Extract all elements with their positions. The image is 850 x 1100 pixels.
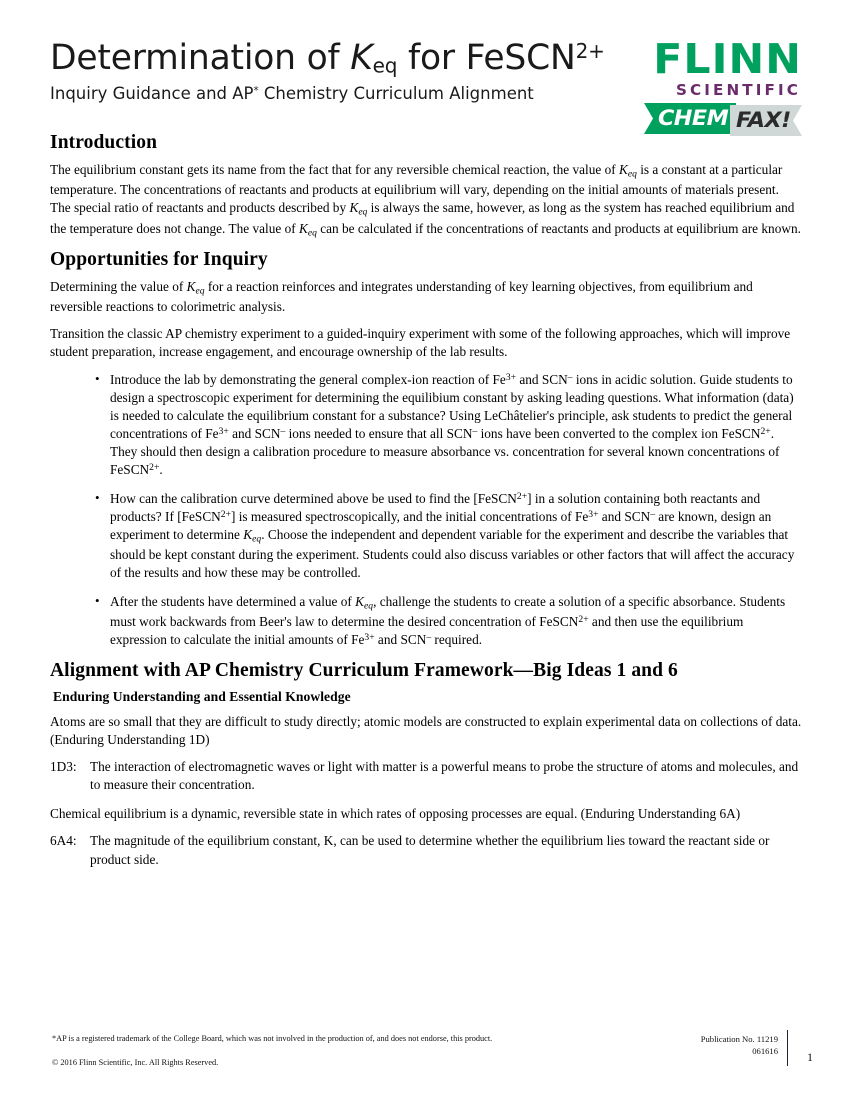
essential-knowledge-1d3 [50,758,802,794]
keq-symbol: $K_{eq}$ [243,526,262,545]
intro-text-3: is always the same, however, as long as the system has reached equilibrium and the temperature does not change. The value of [50,200,795,236]
bullet1-t4: and SCN [228,425,281,441]
copyright-line: © 2016 Flinn Scientific, Inc. All Rights Reserved. [52,1057,219,1067]
bullet2-s1: 2+ [516,490,528,502]
bullet3-t5: required. [431,632,483,648]
bullet1-t7: . They should then design a calibration procedure to measure absorbance vs. concentration for several known concentrations of FeSCN [110,425,780,477]
bullet1-s5: – [472,425,478,437]
page-subtitle [50,84,650,103]
bullet3-s3: – [426,632,432,644]
publication-block [701,1033,778,1058]
bullet2-s3: 3+ [588,508,599,520]
heading-introduction: Introduction [50,132,158,153]
banner-fax-text: FAX! [736,107,791,132]
introduction-paragraph [50,161,802,240]
bullet3-s1: 2+ [578,614,589,626]
heading-opportunities-for-inquiry: Opportunities for Inquiry [50,249,268,271]
intro-text-2: is a constant at a particular temperature. The concentrations of reactants and products at equilibrium will vary, depending on the initial amounts of materials present. The special ratio of reactants and products described by [50,162,783,216]
keq-symbol: $K_{eq}$ [349,200,368,218]
bullet3-t4: and SCN [374,632,427,648]
bullet1-t3: ions in acidic solution. Guide students to design a spectroscopic experiment for determining the equilibium constant by asking leading questions. What information (data) is needed to calculate the equilibrium constant for a substance? Using LeChâtelier's principle, ask students to predict the general concentrations of Fe [110,371,794,441]
bullet3-t1: After the students have determined a value of [110,594,356,610]
bullet2-t1: How can the calibration curve determined above be used to find the [FeSCN [110,490,517,506]
page-footer [0,1020,850,1100]
bullet-icon: • [95,593,100,609]
bullet-icon: • [95,489,100,505]
subtitle-before: Inquiry Guidance and AP [50,83,254,103]
bullet1-t5: ions needed to ensure that all SCN [285,425,473,441]
opp-text-1a: Determining the value of [50,279,187,295]
opportunities-paragraph-1 [50,278,802,316]
title-keq-subscript: eq [372,53,398,78]
bullet1-t8: . [159,461,163,477]
inquiry-bullet-list [86,371,798,650]
page-number: 1 [807,1050,813,1064]
publication-date: 061616 [752,1046,778,1057]
essential-knowledge-6a4 [50,832,802,868]
ek-tag-6a4: 6A4: [50,833,77,849]
bullet2-t5: are known, design an experiment to determine [110,508,772,542]
list-item [86,593,798,649]
enduring-understanding-1: Atoms are so small that they are difficult to study directly; atomic models are constructed to explain experimental data on collections of data. (Enduring Understanding 1D) [50,714,802,748]
document-body [50,132,802,880]
bullet1-s1: 3+ [505,371,517,383]
opp-text-1b: for a reaction reinforces and integrates understanding of key learning objectives, from equilibrium and reversible reactions to colorimetric analysis. [50,279,753,315]
bullet2-t3: ] is measured spectroscopically, and the initial concentrations of Fe [230,508,589,524]
bullet1-s6: 2+ [760,425,771,437]
chemfax-banner [644,103,802,134]
bullet3-t3: and then use the equilibrium expression to calculate the initial amounts of Fe [110,614,744,648]
footer-left-block [52,1034,492,1068]
bullet1-s7: 2+ [149,461,160,473]
title-middle: for FeSCN [397,38,576,78]
bullet2-t6: . Choose the independent and dependent variable for the experiment and describe the variables that should be kept constant during the experiment. Students could also discuss variables or other factors that will affect the accuracy of the results and how these may be controlled. [110,526,795,580]
ek-tag-1d3: 1D3: [50,759,77,775]
title-prefix: Determination of [50,38,351,78]
bullet2-s2: 2+ [220,508,231,520]
title-block [50,40,650,103]
bullet3-s2: 3+ [364,632,375,644]
heading-alignment: Alignment with AP Chemistry Curriculum Framework—Big Ideas 1 and 6 [50,660,678,682]
subtitle-asterisk: * [253,85,259,97]
bullet1-t1: Introduce the lab by demonstrating the general complex-ion reaction of Fe [110,371,506,387]
keq-symbol: $K_{eq}$ [298,220,317,239]
bullet3-t2: , challenge the students to create a solution of a specific absorbance. Students must work backwards from Beer's law to determine the desired concentration of FeSCN [110,594,786,630]
subheading-enduring-understanding: Enduring Understanding and Essential Knowledge [53,689,351,705]
keq-symbol: $K_{eq}$ [186,279,205,297]
bullet1-t6: ions have been converted to the complex ion FeSCN [477,425,761,441]
opportunities-paragraph-2: Transition the classic AP chemistry experiment to a guided-inquiry experiment with some of the following approaches, which will improve student preparation, increase engagement, and encourage ownership of the lab results. [50,326,791,360]
trademark-note: *AP is a registered trademark of the College Board, which was not involved in the production of, and does not endorse, this product. [52,1034,493,1043]
list-item [86,490,798,582]
subtitle-after: Chemistry Curriculum Alignment [258,83,534,103]
logo-brand-text: FLINN [653,35,802,83]
bullet1-s4: – [280,425,286,437]
ek-text-6a4: The magnitude of the equilibrium constant, K, can be used to determine whether the equilibrium lies toward the reactant side or product side. [90,833,770,867]
page-title [50,40,650,77]
keq-symbol: $K_{eq}$ [355,594,374,612]
intro-text-1: The equilibrium constant gets its name from the fact that for any reversible chemical reaction, the value of [50,162,619,177]
bullet2-t4: and SCN [598,508,651,524]
list-item [86,371,798,479]
bullet2-s4: – [650,508,655,520]
title-keq-symbol: $K_{eq}$ [350,38,398,78]
intro-text-4: can be calculated if the concentrations of reactants and products at equilibrium are known. [316,220,801,236]
ek-text-1d3: The interaction of electromagnetic waves or light with matter is a powerful means to probe the structure of atoms and molecules, and to measure their concentration. [90,759,799,793]
bullet1-s2: – [567,371,573,383]
publication-number: Publication No. 11219 [700,1034,778,1044]
bullet-icon: • [95,370,100,386]
banner-chem-text: CHEM [658,105,729,130]
bullet1-t2: and SCN [516,371,568,387]
title-charge-superscript: 2+ [575,39,605,63]
enduring-understanding-2: Chemical equilibrium is a dynamic, reversible state in which rates of opposing processes are equal. (Enduring Understanding 6A) [50,806,741,822]
bullet2-t2: ] in a solution containing both reactants and products? If [FeSCN [110,490,761,524]
footer-divider [787,1030,788,1066]
logo-tagline-text: SCIENTIFIC [675,80,801,99]
keq-symbol: $K_{eq}$ [618,162,637,180]
bullet1-s3: 3+ [218,425,229,437]
